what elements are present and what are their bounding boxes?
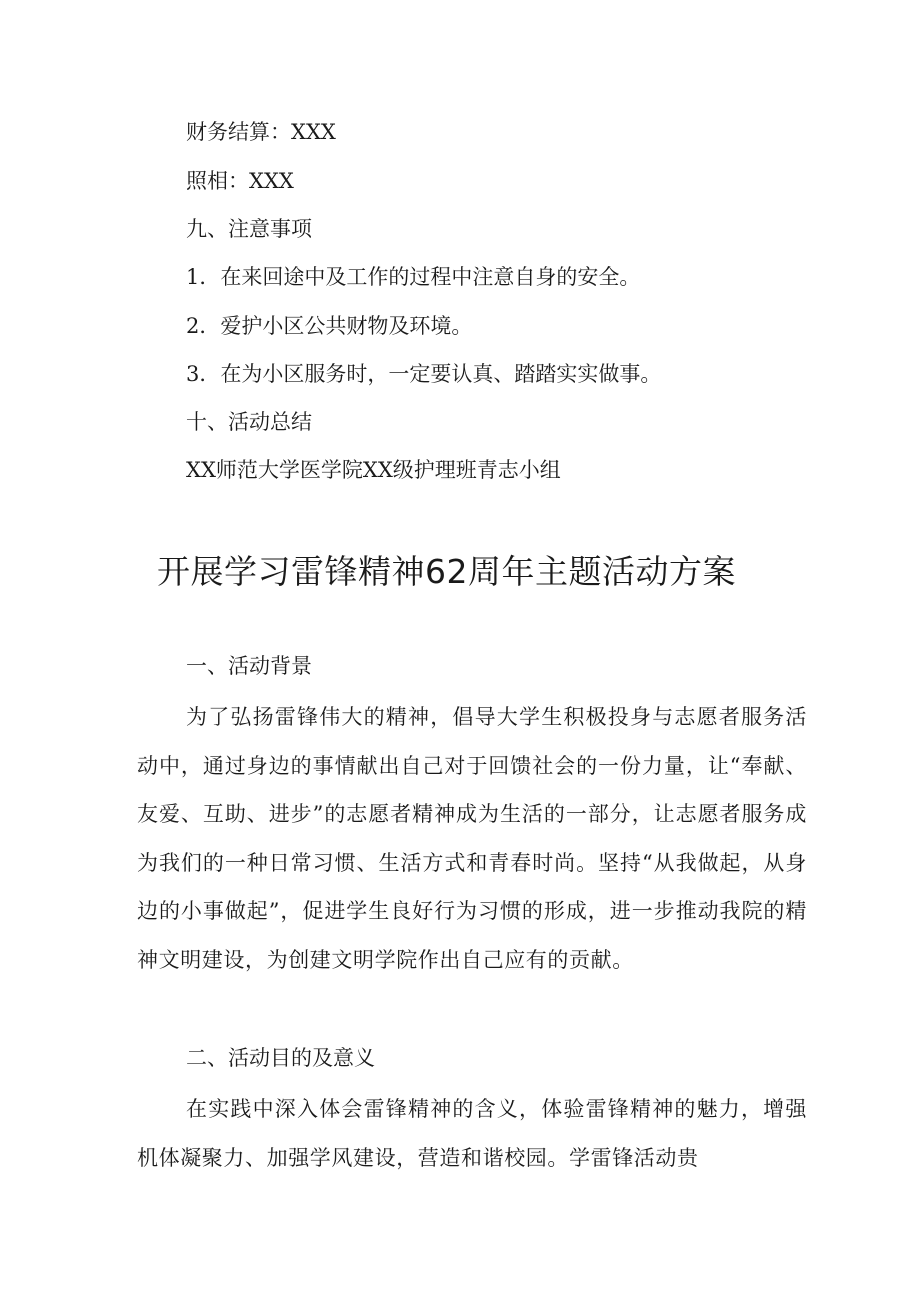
section-one-paragraph: 为了弘扬雷锋伟大的精神，倡导大学生积极投身与志愿者服务活动中，通过身边的事情献出自己对于回馈社会的一份力量，让“奉献、友爱、互助、进步”的志愿者精神成为生活的一部分，让志愿者服务成为我们的一种日常习惯、生活方式和青春时尚。坚持“从我做起，从身边的小事做起”，促进学生良好行为习惯的形成，进一步推动我院的精神文明建设，为创建文明学院作出自己应有的贡献。: [137, 705, 807, 972]
note-item-2: 2．爱护小区公共财物及环境。: [186, 314, 473, 338]
finance-settlement-line: 财务结算：XXX: [186, 120, 336, 144]
section-ten-heading: 十、活动总结: [186, 410, 312, 434]
section-nine-heading: 九、注意事项: [186, 217, 312, 241]
note-item-1: 1．在来回途中及工作的过程中注意自身的安全。: [186, 265, 641, 289]
section-two-paragraph: 在实践中深入体会雷锋精神的含义，体验雷锋精神的魅力，增强机体凝聚力、加强学风建设，营造和谐校园。学雷锋活动贵: [137, 1097, 807, 1170]
organizer-line: XX师范大学医学院XX级护理班青志小组: [186, 458, 561, 482]
photography-line: 照相：XXX: [186, 169, 294, 193]
section-two-heading: 二、活动目的及意义: [186, 1046, 375, 1070]
section-one-heading: 一、活动背景: [186, 654, 312, 678]
note-item-3: 3．在为小区服务时，一定要认真、踏踏实实做事。: [186, 362, 662, 386]
document-title: 开展学习雷锋精神62周年主题活动方案: [157, 552, 736, 591]
